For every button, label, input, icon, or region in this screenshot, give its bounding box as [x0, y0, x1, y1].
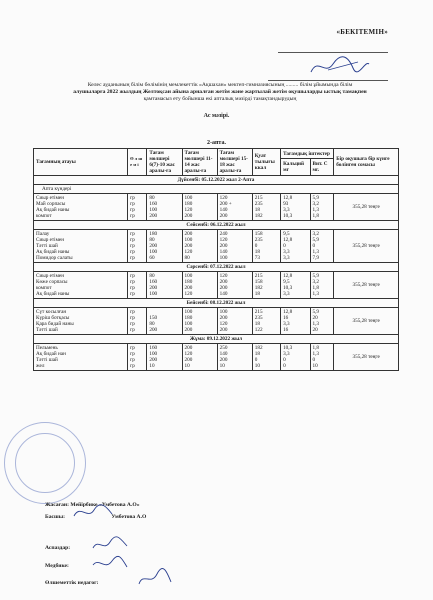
age1-list: [147, 272, 182, 299]
cell-value: 5,9: [312, 309, 319, 315]
cell-value: 235: [254, 237, 263, 243]
cell-value: 1,8: [312, 345, 319, 351]
cell-value: 200: [219, 213, 228, 219]
unit-list: [128, 194, 147, 221]
cell-value: 200: [149, 243, 158, 249]
cell-value: 3,3: [283, 255, 290, 261]
cell-value: 200: [184, 285, 193, 291]
cell-value: 120: [219, 195, 228, 201]
cell-value: 215: [254, 195, 263, 201]
cell-value: 200: [149, 285, 158, 291]
cell-value: 9,5: [283, 279, 290, 285]
cell-value: 7,9: [312, 255, 319, 261]
day-title: Сәрсенбі: 07.12.2022 жыл: [34, 263, 399, 272]
cell-value: Ақ бидай наны: [36, 291, 70, 297]
age2-list: [182, 344, 217, 371]
document-heading: [40, 82, 400, 103]
col-nutrition: Тағамдық іштектер: [281, 149, 334, 159]
cell-value: Күріш ботқасы: [36, 315, 70, 321]
cell-value: гр: [130, 321, 135, 327]
unit-list: [128, 272, 147, 299]
cell-value: 20: [312, 327, 318, 333]
cell-value: 80: [149, 273, 155, 279]
heading-line-2: алушыларға 2022 жылдың Желтоқсан айына арналған жетім және жартылай жетім оқушыларды ыстық тамақпен: [73, 89, 367, 95]
approval-line-2: [268, 80, 388, 81]
col-age3: Тағам мөлшері 15-18 жас аралы-ға: [217, 149, 252, 176]
heading-line-3: қамтамасыз ету бойынша екі апталық мәзірді тамақтандырудың: [143, 96, 297, 102]
cell-value: 180: [184, 279, 193, 285]
cell-value: 200: [219, 243, 228, 249]
cell-value: 100: [184, 237, 193, 243]
daily-cost: 355,28 теңге: [334, 230, 399, 263]
cell-value: 5,9: [312, 237, 319, 243]
cell-value: Сиыр етімен: [36, 195, 64, 201]
cell-value: гр: [130, 291, 135, 297]
cell-value: Помидор салаты: [36, 255, 73, 261]
day-items-row: [34, 230, 399, 263]
cell-value: 3,3: [283, 207, 290, 213]
cell-value: 200: [184, 231, 193, 237]
age3-list: [217, 344, 252, 371]
footer-medic: Медбике:: [45, 563, 69, 569]
calcium-list: [281, 308, 310, 335]
cell-value: 1,8: [312, 213, 319, 219]
approval-signature: [303, 52, 373, 80]
cell-value: 120: [219, 237, 228, 243]
cell-value: 3,2: [312, 279, 319, 285]
cell-value: 120: [219, 321, 228, 327]
daily-cost: 355,28 теңге: [334, 194, 399, 221]
cell-value: 120: [184, 249, 193, 255]
energy-list: [252, 308, 280, 335]
age3-list: [217, 230, 252, 263]
day-title: Бейсенбі: 08.12.2022 жыл: [34, 299, 399, 308]
dish-list: [34, 272, 128, 299]
cell-value: 200: [184, 345, 193, 351]
cell-value: 10: [312, 363, 318, 369]
col-vitamin: Вит. С мг.: [310, 159, 334, 176]
cell-value: 12,8: [283, 237, 293, 243]
cell-value: 215: [254, 273, 263, 279]
col-name: Тағамның атауы: [34, 149, 128, 176]
cell-value: Ақ бидай нан: [36, 351, 66, 357]
cell-value: 120: [184, 291, 193, 297]
cell-value: 200: [219, 279, 228, 285]
cell-value: 100: [149, 207, 158, 213]
cell-value: 10: [184, 363, 190, 369]
cell-value: гр: [130, 273, 135, 279]
cell-value: 182: [254, 345, 263, 351]
age2-list: [182, 308, 217, 335]
cell-value: 12,8: [283, 195, 293, 201]
energy-list: [252, 344, 280, 371]
cell-value: Тәтті шай: [36, 327, 58, 333]
cell-value: 80: [149, 237, 155, 243]
cell-value: 16: [283, 327, 289, 333]
medic-signature: [90, 555, 130, 573]
cell-value: 200: [219, 315, 228, 321]
cell-value: 100: [184, 273, 193, 279]
cell-value: Ақ бидай наны: [36, 207, 70, 213]
round-stamp: [4, 422, 86, 504]
footer-head-label: Басшы:: [45, 514, 65, 520]
cell-value: 100: [184, 195, 193, 201]
cell-value: 3,3: [283, 321, 290, 327]
cell-value: 100: [149, 249, 158, 255]
cell-value: 3,3: [283, 351, 290, 357]
age1-list: [147, 344, 182, 371]
cell-value: гр: [130, 243, 135, 249]
cell-value: Ақ бидай наны: [36, 249, 70, 255]
dish-list: [34, 194, 128, 221]
cell-value: 100: [184, 309, 193, 315]
cell-value: 180: [149, 231, 158, 237]
day-subtitle-row: [34, 185, 399, 194]
menu-table: [33, 148, 399, 371]
daily-cost: 355,28 теңге: [334, 308, 399, 335]
cell-value: гр: [130, 231, 135, 237]
day-subtitle: Апта күндері: [34, 185, 399, 194]
day-items-row: [34, 308, 399, 335]
cell-value: 200: [149, 357, 158, 363]
col-calcium: Кальций мг: [281, 159, 310, 176]
cell-value: гр: [130, 207, 135, 213]
cell-value: 182: [254, 285, 263, 291]
cell-value: Тәтті шай: [36, 243, 58, 249]
cell-value: гр: [130, 201, 135, 207]
cell-value: 1,3: [312, 321, 319, 327]
cell-value: гр: [130, 327, 135, 333]
week-title: 2-апта.: [207, 140, 226, 146]
ration-title: Ас мәзірі.: [203, 113, 230, 119]
cell-value: 235: [254, 315, 263, 321]
cell-value: 12,8: [283, 309, 293, 315]
cell-value: 180: [184, 201, 193, 207]
head-signature: [70, 502, 116, 522]
vitamin-list: [310, 230, 334, 263]
cell-value: 0: [254, 243, 258, 249]
cell-value: гр: [130, 279, 135, 285]
cell-value: 200: [219, 357, 228, 363]
cell-value: 80: [149, 195, 155, 201]
cell-value: 9,5: [283, 231, 290, 237]
cell-value: 12,8: [283, 273, 293, 279]
cell-value: 3,2: [312, 231, 319, 237]
cell-value: 150: [149, 315, 158, 321]
cell-value: 100: [184, 321, 193, 327]
day-items-row: [34, 272, 399, 299]
cell-value: 200: [219, 285, 228, 291]
cell-value: Сиыр етімен: [36, 237, 64, 243]
cell-value: 100: [149, 291, 158, 297]
cell-value: гр: [130, 285, 135, 291]
cell-value: 1,3: [312, 207, 319, 213]
dish-list: [34, 344, 128, 371]
cell-value: 93: [283, 201, 289, 207]
cell-value: Палау: [36, 231, 50, 237]
vitamin-list: [310, 194, 334, 221]
cell-value: 158: [254, 279, 263, 285]
cell-value: 200: [184, 327, 193, 333]
parent-signature: [135, 568, 175, 588]
daily-cost: 355,28 теңге: [334, 344, 399, 371]
cell-value: 160: [149, 201, 158, 207]
cell-value: 120: [184, 207, 193, 213]
day-items-row: [34, 344, 399, 371]
cell-value: 0: [312, 357, 316, 363]
cell-value: 10: [149, 363, 155, 369]
day-items-row: [34, 194, 399, 221]
cell-value: 200: [184, 243, 193, 249]
day-header-row: [34, 176, 399, 185]
cell-value: 100: [219, 309, 228, 315]
cell-value: 16: [283, 315, 289, 321]
cell-value: 18: [254, 351, 260, 357]
cell-value: 182: [254, 213, 263, 219]
cell-value: 18: [254, 249, 260, 255]
cell-value: Көже сорпасы: [36, 279, 68, 285]
cell-value: 200: [184, 357, 193, 363]
cell-value: 80: [184, 255, 190, 261]
cell-value: Сиыр етімен: [36, 273, 64, 279]
cell-value: 140: [219, 351, 228, 357]
cell-value: 10,3: [283, 213, 293, 219]
cell-value: 160: [149, 279, 158, 285]
cell-value: 60: [149, 255, 155, 261]
cell-value: 73: [254, 255, 260, 261]
cell-value: 1,3: [312, 351, 319, 357]
cell-value: 0: [254, 357, 258, 363]
col-unit: Ө л ш е м і: [128, 149, 147, 176]
cell-value: 3,3: [283, 291, 290, 297]
energy-list: [252, 272, 280, 299]
cell-value: жел: [36, 363, 45, 369]
cell-value: 140: [219, 291, 228, 297]
cell-value: 160: [149, 345, 158, 351]
cell-value: компот: [36, 213, 52, 219]
calcium-list: [281, 194, 310, 221]
cell-value: 1,3: [312, 291, 319, 297]
approval-label: «БЕКІТЕМІН»: [336, 28, 388, 36]
cell-value: 200: [149, 327, 158, 333]
col-cost: Бір оқушыға бір күнге бөлінген сомасы: [334, 149, 399, 176]
cell-value: Сүт косылған: [36, 309, 67, 315]
cell-value: 215: [254, 309, 263, 315]
cell-value: 100: [219, 255, 228, 261]
col-age1: Тағам мөлшері 6(7)-10 жас аралы-ға: [147, 149, 182, 176]
cell-value: гр: [130, 357, 135, 363]
day-title: Дүйсенбі: 05.12.2022 жыл 2-Апта: [34, 176, 399, 185]
age2-list: [182, 272, 217, 299]
cell-value: 158: [254, 231, 263, 237]
cell-value: Тәтті шай: [36, 357, 58, 363]
cell-value: 80: [149, 321, 155, 327]
calcium-list: [281, 272, 310, 299]
heading-line-1: Келес ауданының білім бөлімінің мемлекеттік «Ақшахан» мектеп-гимназиясының ......... білім ұйымында білім: [87, 82, 353, 88]
cell-value: 1,8: [312, 285, 319, 291]
vitamin-list: [310, 308, 334, 335]
cell-value: гр: [130, 255, 135, 261]
cell-value: 20: [312, 315, 318, 321]
cell-value: 240: [219, 231, 228, 237]
cell-value: 0: [283, 363, 286, 369]
day-header-row: [34, 335, 399, 344]
cell-value: гр: [130, 315, 135, 321]
calcium-list: [281, 230, 310, 263]
cell-value: 3,3: [283, 249, 290, 255]
day-title: Жұма: 09.12.2022 жыл: [34, 335, 399, 344]
dish-list: [34, 230, 128, 263]
cell-value: 10: [254, 363, 260, 369]
cell-value: гр: [130, 213, 135, 219]
age2-list: [182, 194, 217, 221]
footer-cook: Аспаздар:: [45, 545, 71, 551]
cell-value: Май сорпасы: [36, 201, 66, 207]
age3-list: [217, 272, 252, 299]
unit-list: [128, 230, 147, 263]
age3-list: [217, 194, 252, 221]
cell-value: 10,3: [283, 345, 293, 351]
age1-list: [147, 308, 182, 335]
cell-value: 10: [219, 363, 225, 369]
cell-value: 200: [219, 327, 228, 333]
age1-list: [147, 194, 182, 221]
cell-value: гр: [130, 195, 135, 201]
cell-value: 18: [254, 321, 260, 327]
cell-value: 200 +: [219, 201, 232, 207]
cell-value: 0: [312, 243, 316, 249]
day-header-row: [34, 263, 399, 272]
cell-value: 140: [219, 249, 228, 255]
footer-nurse: Жасаған: Мейірбике «Умбетова А.О»: [45, 502, 140, 508]
dish-list: [34, 308, 128, 335]
age1-list: [147, 230, 182, 263]
cell-value: 3,2: [312, 201, 319, 207]
cell-value: 100: [149, 351, 158, 357]
cell-value: гр: [130, 237, 135, 243]
cell-value: 1,3: [312, 249, 319, 255]
cell-value: 120: [184, 351, 193, 357]
col-age2: Тағам мөлшері 11-14 жас аралы-ға: [182, 149, 217, 176]
menu-body: [34, 176, 399, 371]
cell-value: Қара бидай наны: [36, 321, 74, 327]
cell-value: 5,9: [312, 273, 319, 279]
day-title: Сейсенбі: 06.12.2022 жыл: [34, 221, 399, 230]
cell-value: гр: [130, 363, 135, 369]
cook-signature: [90, 536, 130, 554]
footer-head-name: Умбетова А.О: [111, 514, 147, 520]
cell-value: 18: [254, 291, 260, 297]
vitamin-list: [310, 344, 334, 371]
cell-value: гр: [130, 309, 135, 315]
cell-value: гр: [130, 345, 135, 351]
cell-value: гр: [130, 351, 135, 357]
day-header-row: [34, 221, 399, 230]
cell-value: 5,9: [312, 195, 319, 201]
daily-cost: 355,28 теңге: [334, 272, 399, 299]
day-header-row: [34, 299, 399, 308]
footer-parent: Өлшеметтік недагог:: [45, 580, 99, 586]
cell-value: 250: [219, 345, 228, 351]
cell-value: 10,3: [283, 285, 293, 291]
cell-value: 180: [184, 315, 193, 321]
cell-value: 0: [283, 243, 286, 249]
cell-value: 18: [254, 207, 260, 213]
unit-list: [128, 308, 147, 335]
cell-value: 140: [219, 207, 228, 213]
cell-value: компот: [36, 285, 52, 291]
calcium-list: [281, 344, 310, 371]
cell-value: 122: [254, 327, 263, 333]
energy-list: [252, 194, 280, 221]
age2-list: [182, 230, 217, 263]
cell-value: 200: [149, 213, 158, 219]
col-energy: Қуат тылығы ккал: [252, 149, 280, 176]
cell-value: Пельмень: [36, 345, 58, 351]
energy-list: [252, 230, 280, 263]
cell-value: 200: [184, 213, 193, 219]
cell-value: 235: [254, 201, 263, 207]
cell-value: гр: [130, 249, 135, 255]
vitamin-list: [310, 272, 334, 299]
cell-value: 0: [283, 357, 286, 363]
age3-list: [217, 308, 252, 335]
unit-list: [128, 344, 147, 371]
cell-value: 120: [219, 273, 228, 279]
